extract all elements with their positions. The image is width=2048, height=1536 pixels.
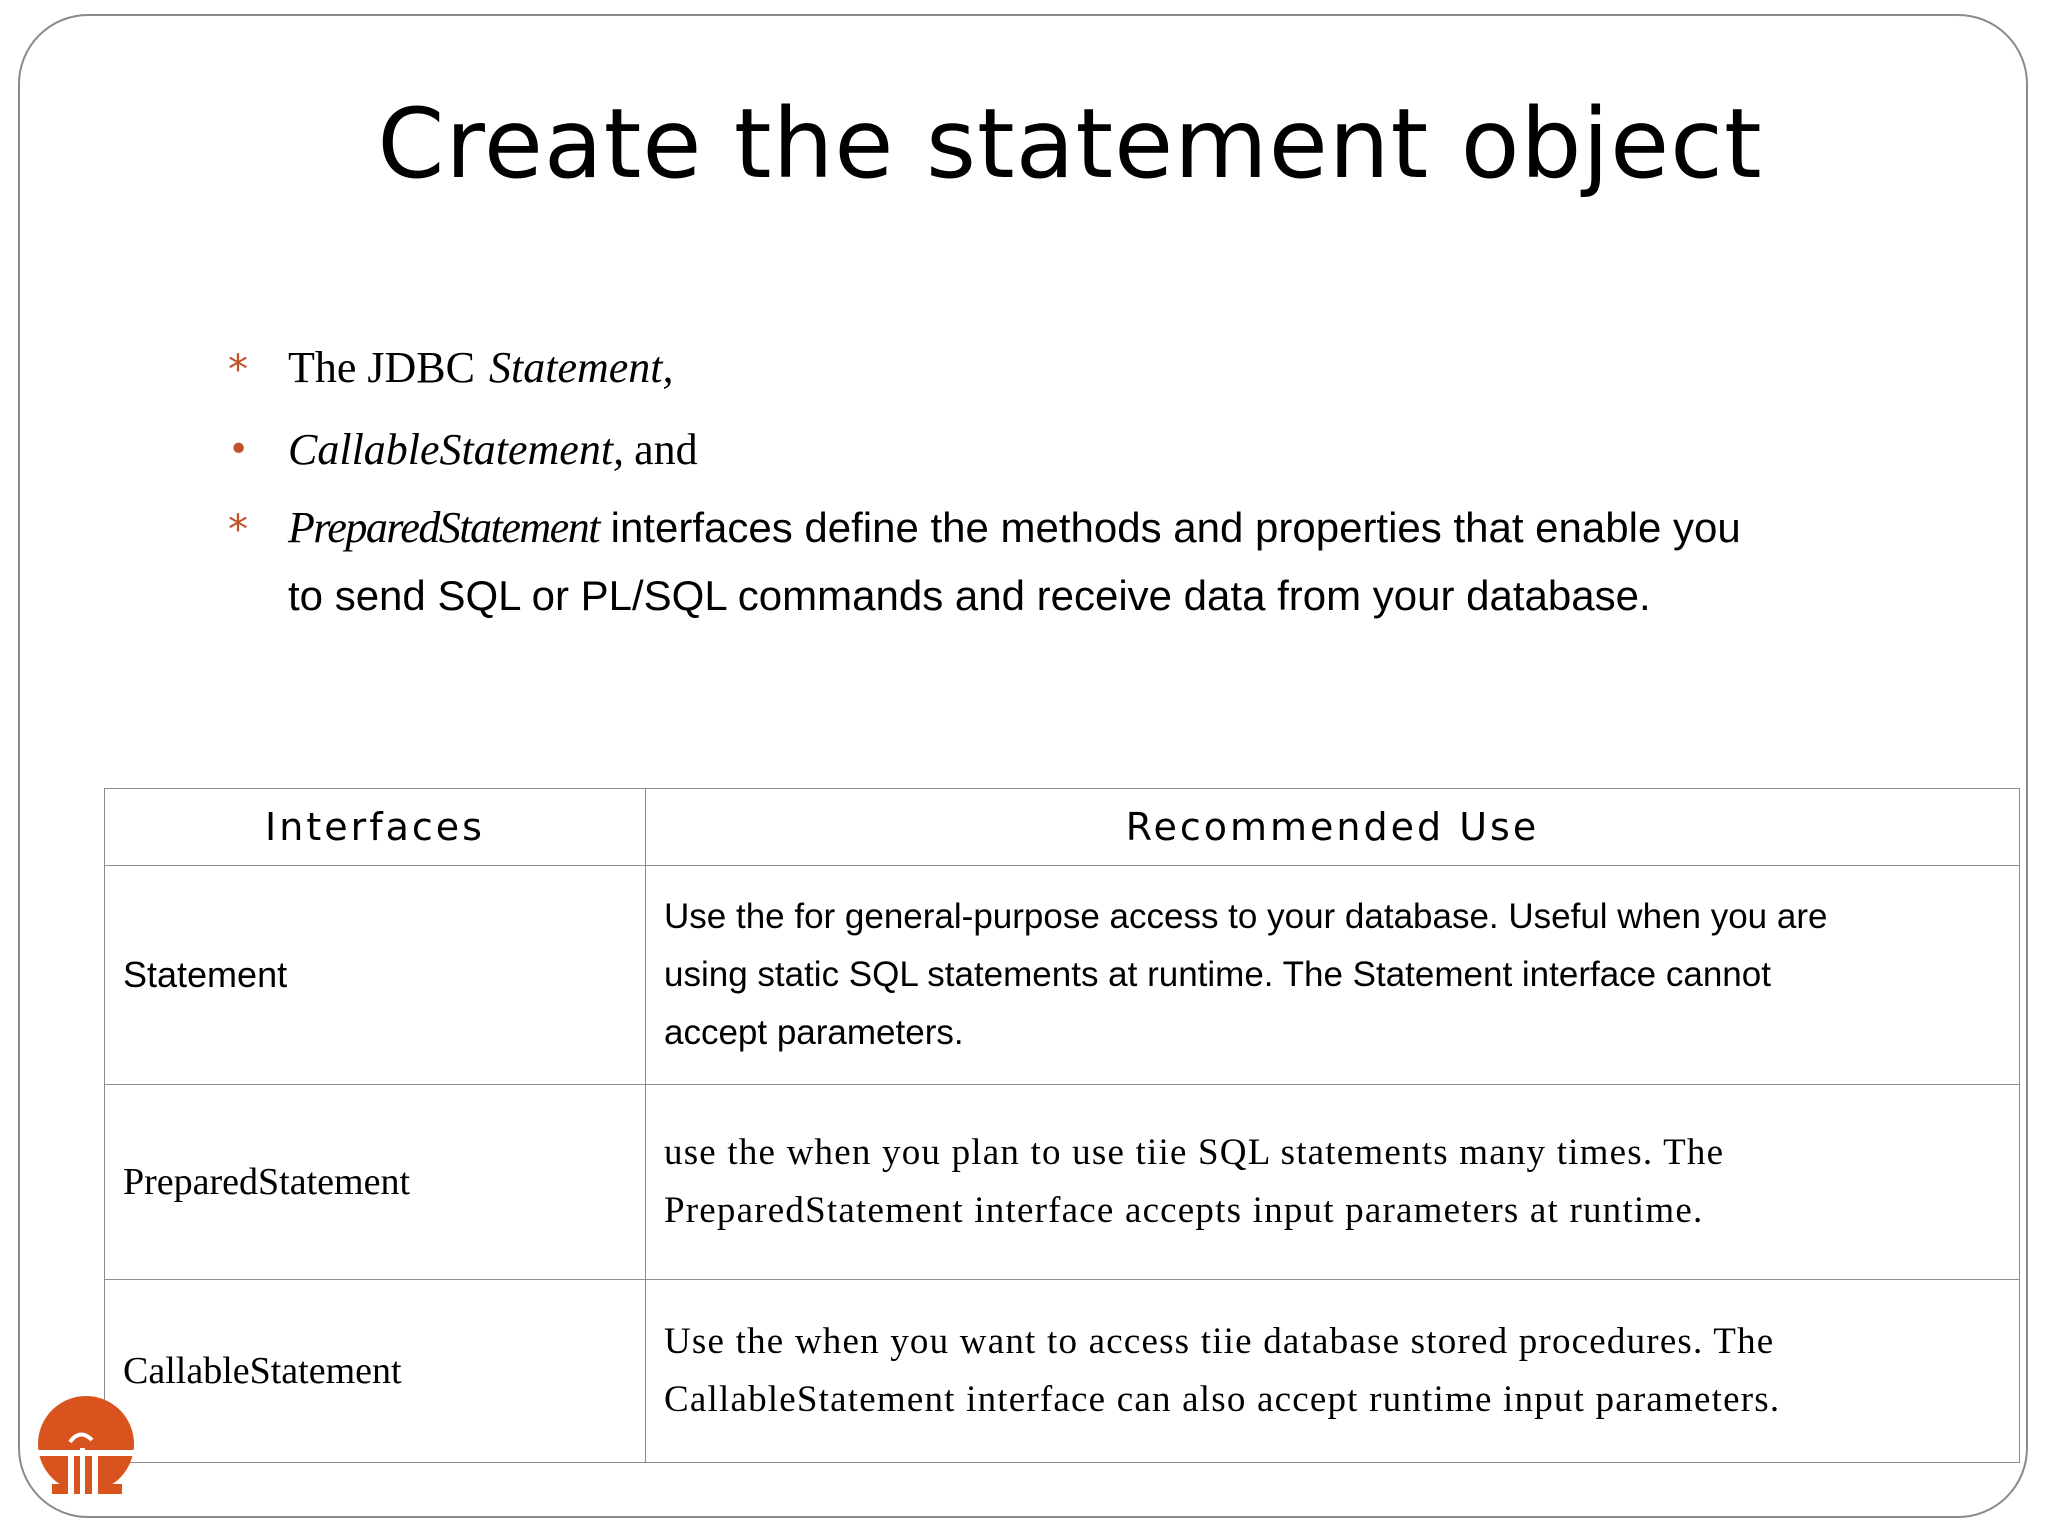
- recommended-use: [646, 1085, 2020, 1280]
- bullet-italic-term: PreparedStatement: [288, 503, 599, 552]
- use-line: PreparedStatement interface accepts input parameters at runtime.: [664, 1190, 1704, 1231]
- use-line: use the when you plan to use tiie SQL statements many times. The: [664, 1132, 1725, 1173]
- slide-title: Create the statement object: [377, 88, 1763, 200]
- use-line: accept parameters.: [664, 1013, 964, 1052]
- interface-name: CallableStatement: [105, 1280, 646, 1463]
- use-line: using static SQL statements at runtime. The Statement interface cannot: [664, 955, 1771, 994]
- interface-name: PreparedStatement: [105, 1085, 646, 1280]
- bullet-text: The JDBC: [288, 343, 475, 392]
- use-line: Use the for general-purpose access to your database. Useful when you are: [664, 897, 1828, 936]
- table-row: [105, 866, 2020, 1085]
- bullet-item-statement: [228, 330, 1908, 412]
- dot-bullet-icon: •: [228, 429, 250, 470]
- use-line: Use the when you want to access tiie database stored procedures. The: [664, 1321, 1775, 1362]
- bullet-italic-term: CallableStatement,: [288, 425, 625, 474]
- recommended-use: [646, 866, 2020, 1085]
- recommended-use: [646, 1280, 2020, 1463]
- bullet-text-line2: to send SQL or PL/SQL commands and receive data from your database.: [288, 572, 1651, 619]
- table-row: [105, 1280, 2020, 1463]
- institution-logo-icon: [32, 1392, 140, 1500]
- bullet-text-line1: interfaces define the methods and properties that enable you: [610, 504, 1741, 551]
- asterisk-bullet-icon: *: [228, 507, 248, 553]
- bullet-item-prepared: [228, 494, 1908, 630]
- bullet-italic-term: Statement,: [489, 343, 674, 392]
- interface-name: Statement: [105, 866, 646, 1085]
- table-header-row: [105, 789, 2020, 866]
- table-row: [105, 1085, 2020, 1280]
- bullet-list: [228, 330, 1908, 630]
- header-interfaces: Interfaces: [105, 789, 646, 866]
- use-line: CallableStatement interface can also accept runtime input parameters.: [664, 1379, 1781, 1420]
- bullet-item-callable: [228, 412, 1908, 494]
- header-recommended-use: Recommended Use: [646, 789, 2020, 866]
- bullet-text: and: [634, 425, 698, 474]
- interfaces-table: [104, 788, 2020, 1463]
- asterisk-bullet-icon: *: [228, 347, 248, 393]
